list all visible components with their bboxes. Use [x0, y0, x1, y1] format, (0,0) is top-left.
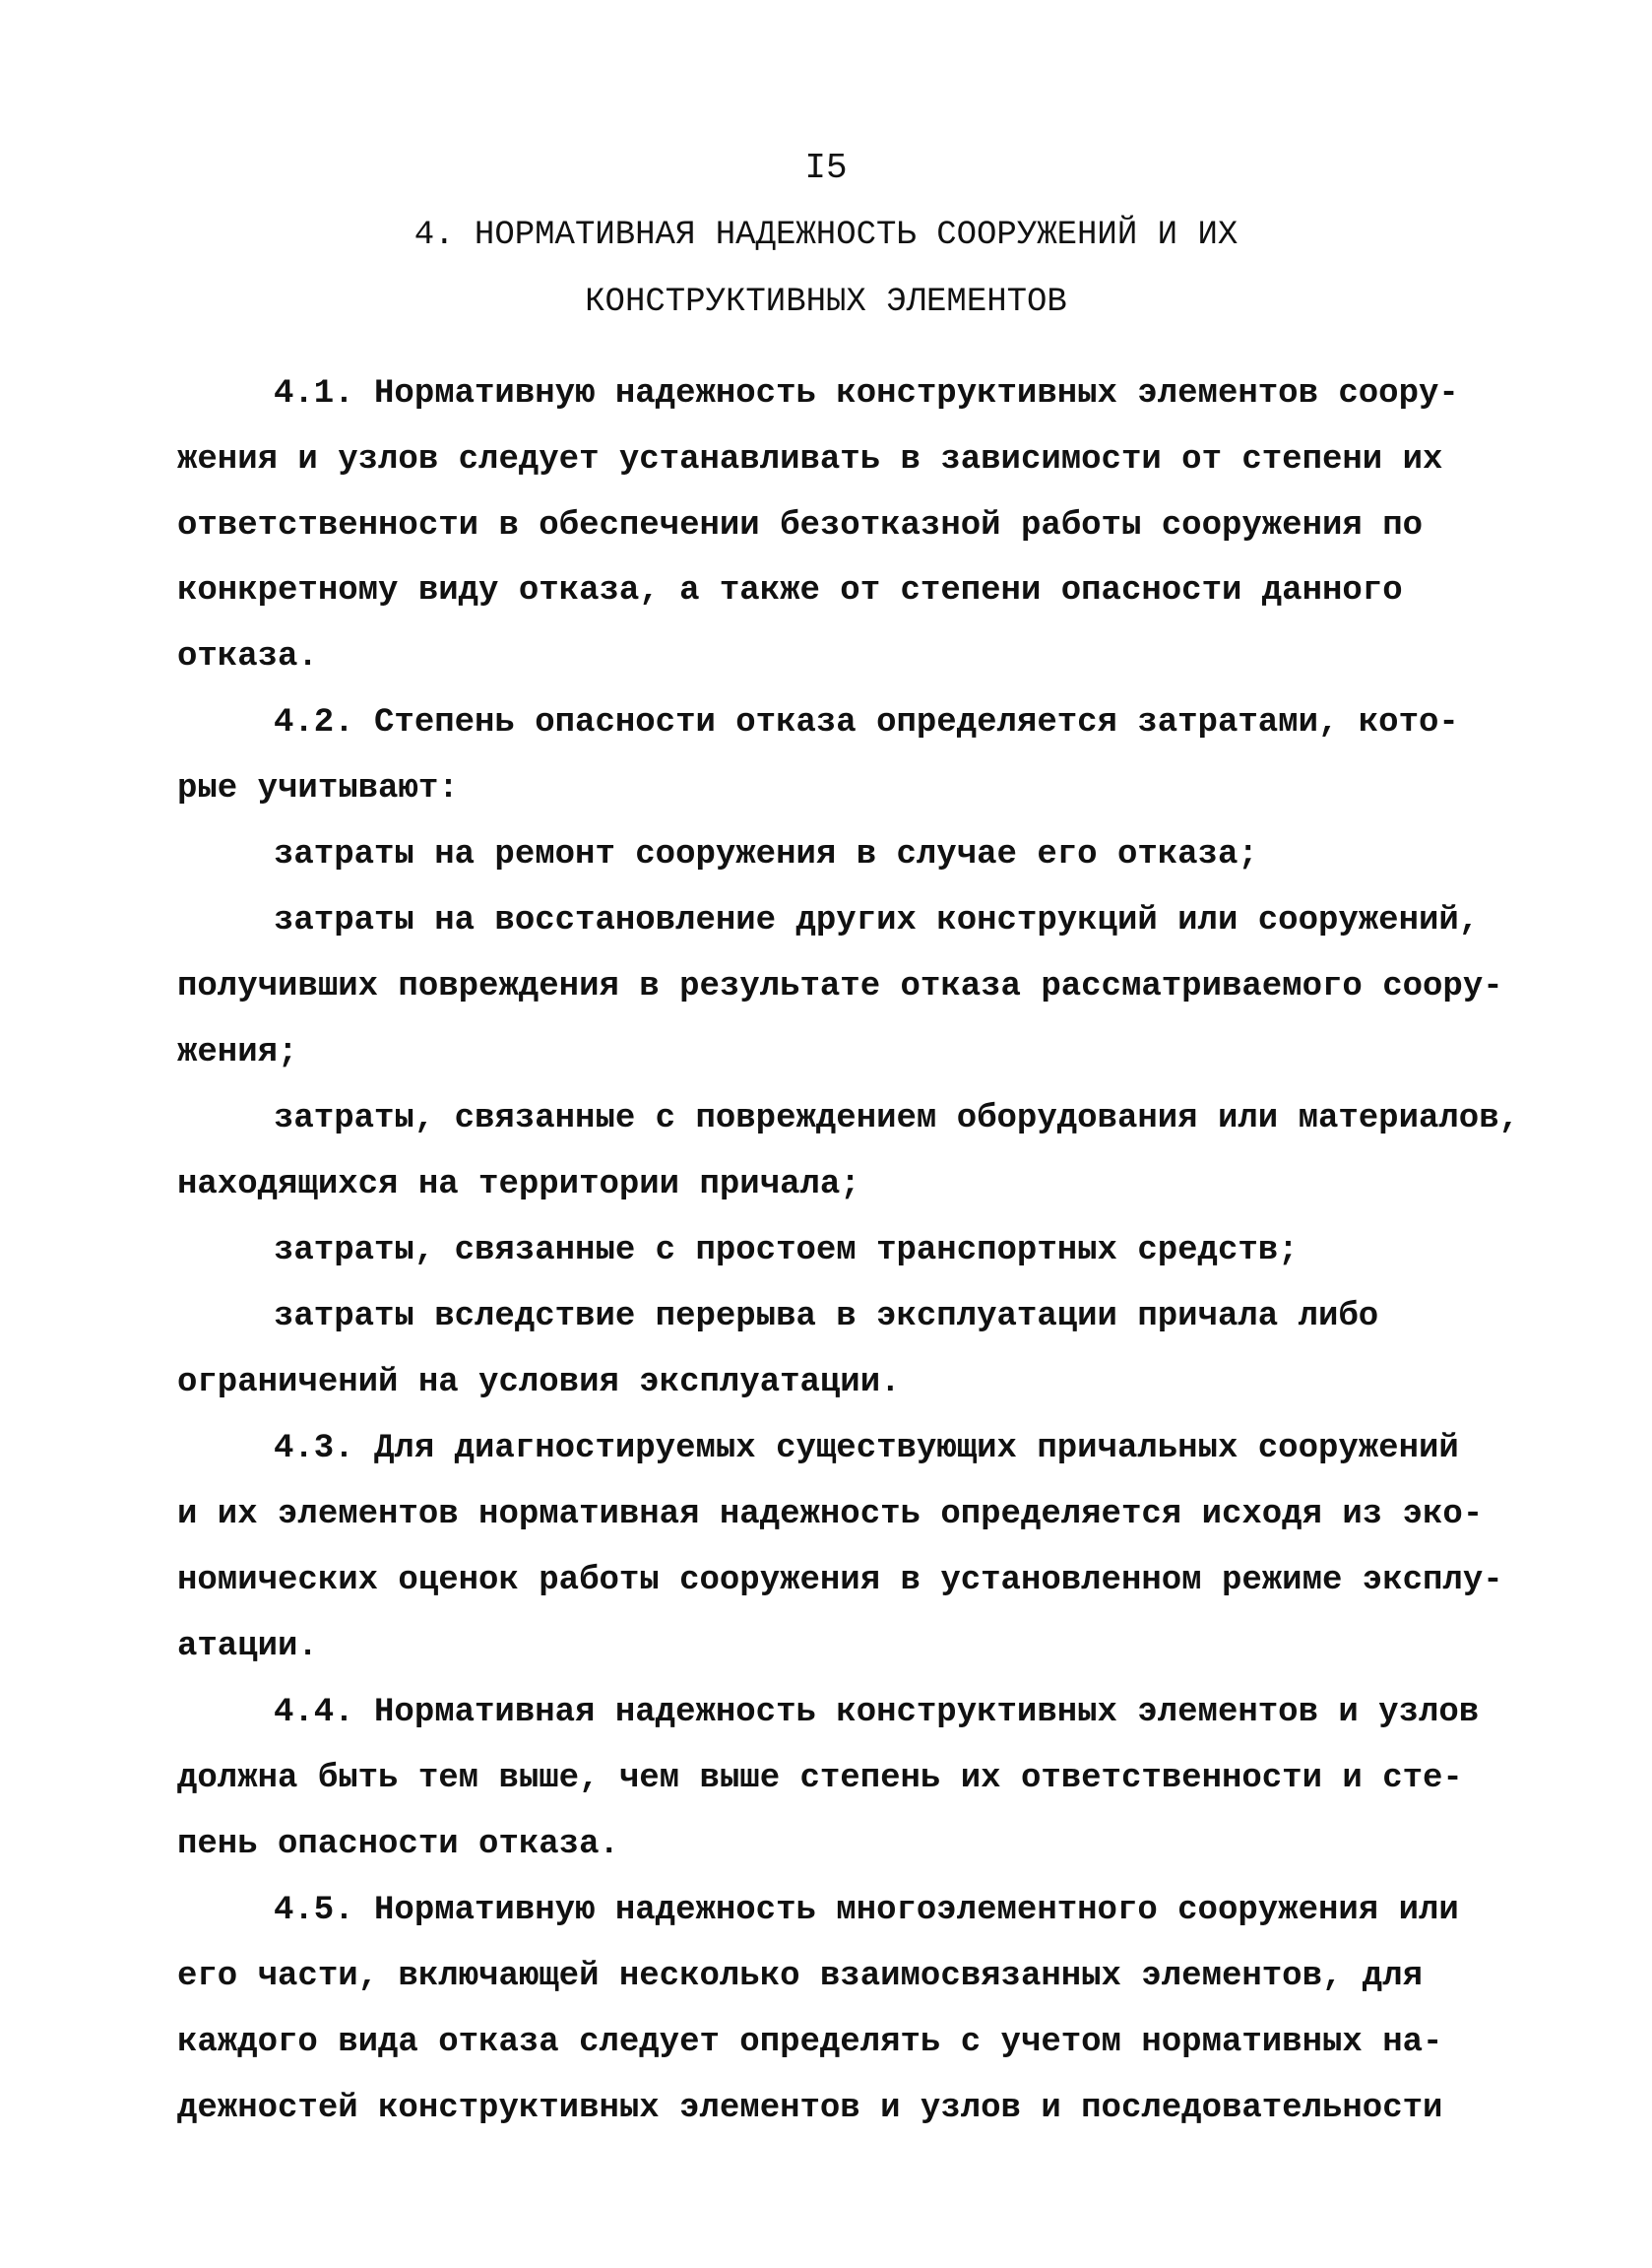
- paragraph-4-3-line-1: 4.3. Для диагностируемых существующих причальных сооружений: [274, 1430, 1459, 1467]
- section-heading-line-2: КОНСТРУКТИВНЫХ ЭЛЕМЕНТОВ: [585, 284, 1067, 321]
- cost-item-restoration-line-1: затраты на восстановление других конструкций или сооружений,: [274, 902, 1480, 940]
- page-number: I5: [804, 148, 848, 188]
- cost-item-repair: затраты на ремонт сооружения в случае его отказа;: [274, 836, 1258, 874]
- paragraph-4-1-line-1: 4.1. Нормативную надежность конструктивных элементов соору-: [274, 375, 1459, 413]
- cost-item-equipment-line-2: находящихся на территории причала;: [177, 1166, 860, 1203]
- paragraph-4-1-line-3: ответственности в обеспечении безотказной работы сооружения по: [177, 507, 1424, 545]
- paragraph-4-4-line-3: пень опасности отказа.: [177, 1826, 619, 1863]
- paragraph-4-3-line-3: номических оценок работы сооружения в установленном режиме эксплу-: [177, 1562, 1503, 1599]
- paragraph-4-5-line-3: каждого вида отказа следует определять с учетом нормативных на-: [177, 2024, 1443, 2061]
- cost-item-interruption-line-2: ограничений на условия эксплуатации.: [177, 1364, 901, 1401]
- paragraph-4-1-line-2: жения и узлов следует устанавливать в зависимости от степени их: [177, 441, 1443, 479]
- paragraph-4-5-line-1: 4.5. Нормативную надежность многоэлементного сооружения или: [274, 1892, 1459, 1929]
- section-heading-line-1: 4. НОРМАТИВНАЯ НАДЕЖНОСТЬ СООРУЖЕНИЙ И ИХ: [413, 217, 1239, 254]
- paragraph-4-1-line-4: конкретному виду отказа, а также от степени опасности данного: [177, 572, 1403, 610]
- cost-item-restoration-line-3: жения;: [177, 1034, 298, 1071]
- paragraph-4-3-line-2: и их элементов нормативная надежность определяется исходя из эко-: [177, 1496, 1484, 1533]
- paragraph-4-4-line-1: 4.4. Нормативная надежность конструктивных элементов и узлов: [274, 1694, 1480, 1731]
- cost-item-equipment-line-1: затраты, связанные с повреждением оборудования или материалов,: [274, 1100, 1520, 1137]
- paragraph-4-4-line-2: должна быть тем выше, чем выше степень их ответственности и сте-: [177, 1760, 1463, 1797]
- paragraph-4-3-line-4: атации.: [177, 1628, 318, 1665]
- cost-item-interruption-line-1: затраты вследствие перерыва в эксплуатации причала либо: [274, 1298, 1379, 1335]
- paragraph-4-2-line-1: 4.2. Степень опасности отказа определяется затратами, кото-: [274, 704, 1459, 742]
- paragraph-4-1-line-5: отказа.: [177, 638, 318, 676]
- cost-item-restoration-line-2: получивших повреждения в результате отказа рассматриваемого соору-: [177, 968, 1503, 1005]
- paragraph-4-5-line-4: дежностей конструктивных элементов и узлов и последовательности: [177, 2090, 1443, 2127]
- cost-item-transport: затраты, связанные с простоем транспортных средств;: [274, 1232, 1299, 1269]
- paragraph-4-2-line-2: рые учитывают:: [177, 770, 459, 808]
- paragraph-4-5-line-2: его части, включающей несколько взаимосвязанных элементов, для: [177, 1958, 1424, 1995]
